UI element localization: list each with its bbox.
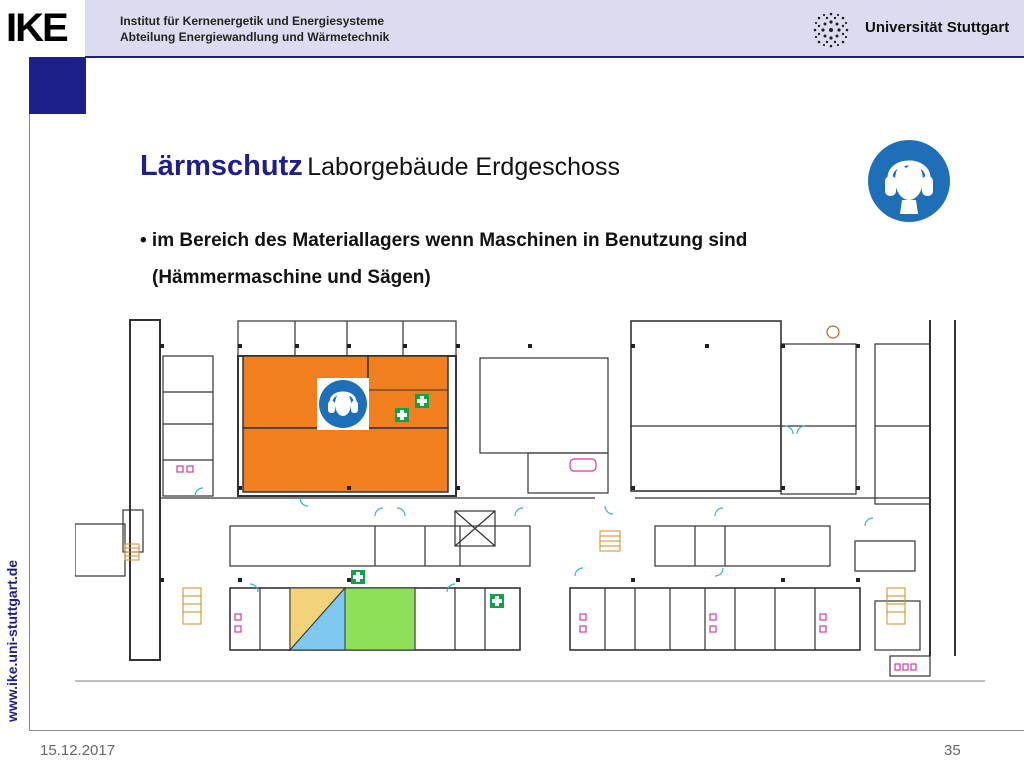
- floor-plan: [75, 316, 985, 688]
- footer-date: 15.12.2017: [40, 742, 116, 759]
- logo-accent-block: [29, 57, 86, 114]
- sidebar-divider: [29, 114, 30, 730]
- map-ear-protection-icon: [317, 378, 369, 430]
- title-main: Lärmschutz: [140, 150, 303, 182]
- ear-protection-mandatory-icon: [864, 136, 954, 226]
- slide-title: [140, 150, 620, 183]
- university-logo-icon: [808, 7, 854, 53]
- website-url[interactable]: www.ike.uni-stuttgart.de: [4, 559, 20, 722]
- ike-logo: IKE: [6, 6, 67, 50]
- header-divider: [85, 56, 1024, 58]
- footer-divider: [29, 730, 1024, 731]
- page-number: 35: [944, 742, 961, 759]
- institute-name: Institut für Kernenergetik und Energiesysteme: [120, 14, 385, 28]
- department-name: Abteilung Energiewandlung und Wärmetechnik: [120, 30, 390, 44]
- floorplan-walls: [75, 320, 985, 681]
- university-name: Universität Stuttgart: [865, 19, 1010, 36]
- colored-lab-rooms: [290, 588, 415, 650]
- floorplan-stairs: [125, 531, 905, 624]
- logo-box: [0, 0, 85, 57]
- bullet-text-line2: (Hämmermaschine und Sägen): [152, 267, 431, 288]
- title-sub: Laborgebäude Erdgeschoss: [307, 153, 620, 181]
- bullet-text-line1: • im Bereich des Materiallagers wenn Maschinen in Benutzung sind: [140, 230, 748, 251]
